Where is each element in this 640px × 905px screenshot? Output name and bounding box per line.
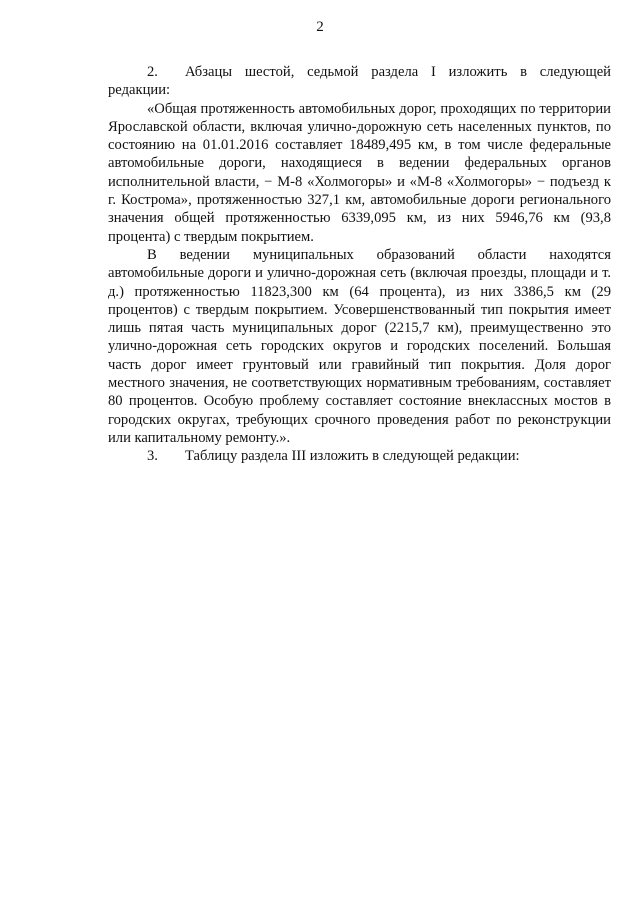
list-item-text: Абзацы шестой, седьмой раздела I изложить в следующей редакции: — [108, 64, 611, 99]
list-item-text: Таблицу раздела III изложить в следующей редакции: — [185, 448, 520, 465]
document-body — [108, 63, 611, 466]
list-item-3 — [108, 447, 611, 465]
quote-paragraph-1: «Общая протяженность автомобильных дорог, проходящих по территории Ярославской области, включая улично-дорожную сеть населенных пунктов, по состоянию на 01.01.2016 составляет 18489,495 км, в том числе федеральные автомобильные дороги, находящиеся в ведении федеральных органов исполнительной власти, − М-8 «Холмогоры» и «М-8 «Холмогоры» − подъезд к г. Кострома», протяженностью 327,1 км, автомобильные дороги регионального значения общей протяженностью 6339,095 км, из них 5946,76 км (93,8 процента) с твердым покрытием. — [108, 100, 611, 245]
list-item-number: 3. — [147, 448, 158, 465]
page-number: 2 — [316, 19, 324, 35]
list-item-number: 2. — [147, 64, 158, 80]
list-item-2 — [108, 63, 611, 100]
quote-paragraph-2: В ведении муниципальных образований области находятся автомобильные дороги и улично-дорожная сеть (включая проезды, площади и т. д.) протяженностью 11823,300 км (64 процента), из них 3386,5 км (29 процентов) с твердым покрытием. Усовершенствованный тип покрытия имеет лишь пятая часть муниципальных дорог (2215,7 км), преимущественно это улично-дорожная сеть городских округов и городских поселений. Большая часть дорог имеет грунтовый или гравийный тип покрытия. Доля дорог местного значения, не соответствующих нормативным требованиям, составляет 80 процентов. Особую проблему составляет состояние внеклассных мостов в городских округах, требующих срочного проведения работ по реконструкции или капитальному ремонту.». — [108, 246, 611, 446]
